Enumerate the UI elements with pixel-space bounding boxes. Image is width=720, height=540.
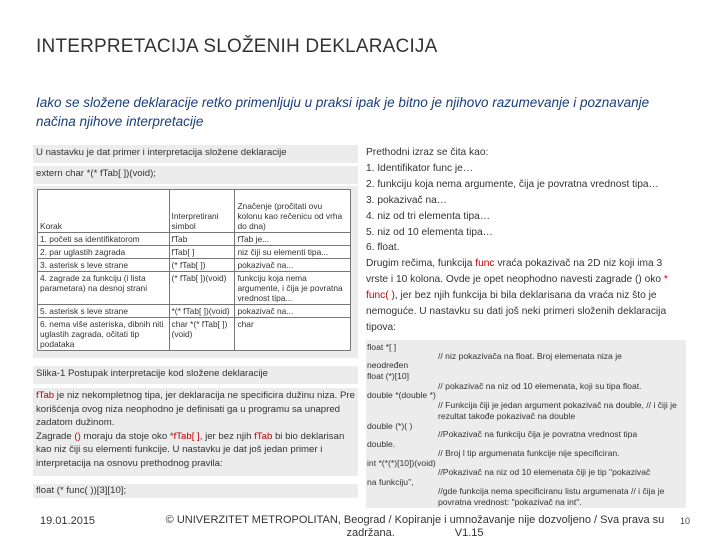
table-row bbox=[38, 305, 351, 318]
reading-explanation bbox=[366, 145, 686, 336]
table-cell: *(* fTab[ ])(void) bbox=[169, 305, 235, 318]
explanation-text: je niz nekompletnog tipa, jer deklaracija ne specificira dužinu niza. Pre korišćenja ovog niza neophodno je definisati ga u programu sa unapred zadatom dužinom. bbox=[36, 390, 355, 429]
reading-step: 2. funkciju koja nema argumente, čija je povratna vrednost tipa… bbox=[366, 178, 659, 190]
table-cell: fTab je... bbox=[235, 233, 351, 246]
code-declaration: na funkciju", bbox=[367, 477, 414, 487]
footer-version: V1.15 bbox=[454, 527, 484, 539]
table-cell: (* fTab[ ])(void) bbox=[169, 272, 235, 305]
code-term: fTab bbox=[36, 390, 55, 401]
table-cell: funkciju koja nema argumente, i čija je povratna vrednost tipa... bbox=[235, 272, 351, 305]
code-declaration: double. bbox=[367, 439, 396, 449]
table-header-cell: Interpretirani simbol bbox=[169, 190, 235, 233]
left-intro-line: U nastavku je dat primer i interpretacija složene deklaracije bbox=[33, 145, 358, 163]
reading-step: 5. niz od 10 elementa tipa… bbox=[366, 226, 493, 238]
explanation-paragraph bbox=[33, 388, 358, 476]
code-term: *fTab[ ] bbox=[169, 430, 200, 442]
page-number: 10 bbox=[680, 516, 691, 526]
code-declaration: float (*)[10] bbox=[367, 371, 410, 381]
table-cell: 4. zagrade za funkciju (i lista parametara) na desnoj strani bbox=[38, 272, 170, 305]
footer-rights: zadržana. bbox=[346, 527, 395, 539]
table-caption: Slika-1 Postupak interpretacije kod složene deklaracije bbox=[33, 366, 358, 384]
explanation-text: moraju da stoje oko bbox=[80, 430, 170, 442]
summary-text: vraća pokazivač na 2D niz koji ima 3 vrste i 10 kolona. Ovde je opet neophodno navesti zagrade () oko bbox=[366, 258, 664, 286]
table-cell: pokazivač na... bbox=[235, 259, 351, 272]
reading-step: 1. Identifikator func je… bbox=[366, 162, 474, 174]
code-declaration: double (*)( ) bbox=[367, 421, 413, 431]
code-term: () bbox=[74, 430, 81, 442]
reading-heading: Prethodni izraz se čita kao: bbox=[366, 147, 489, 158]
code-comment: // pokazivač na niz od 10 elemenata, koji su tipa float. bbox=[438, 381, 642, 391]
table-cell: fTab bbox=[169, 233, 235, 246]
reading-summary bbox=[366, 256, 686, 336]
table-cell: 5. asterisk s leve strane bbox=[38, 305, 170, 318]
explanation-text: , jer bez njih bbox=[199, 430, 255, 442]
code-term: func bbox=[475, 258, 495, 270]
footer-line: © UNIVERZITET METROPOLITAN, Beograd / Kopiranje i umnožavanje nije dozvoljeno / Sva prava su bbox=[165, 514, 665, 526]
table-cell: fTab[ ] bbox=[169, 246, 235, 259]
code-declaration: neodređen bbox=[367, 360, 409, 370]
reading-step: 6. float. bbox=[366, 242, 400, 254]
footer-copyright bbox=[150, 514, 680, 540]
page-title: INTERPRETACIJA SLOŽENIH DEKLARACIJA bbox=[36, 36, 438, 57]
table-cell: 1. početi sa identifikatorom bbox=[38, 233, 170, 246]
intro-paragraph: Iako se složene deklaracije retko primenljuju u praksi ipak je bitno je njihovo razumevanje i poznavanje načina njihove interpretacije bbox=[36, 95, 650, 129]
reading-step: 4. niz od tri elementa tipa… bbox=[366, 210, 491, 222]
table-row bbox=[38, 233, 351, 246]
code-comment: //gde funkcija nema specificiranu listu argumenata // i čija je povratna vrednost: "pokazivač na int". bbox=[438, 486, 665, 507]
summary-text: , jer bez njih funkcija bi bila deklarisana da vraća niz što je nemoguće. U nastavku su dati još neki primeri složenih deklaracija tipova: bbox=[366, 290, 667, 333]
footer-line bbox=[150, 527, 680, 540]
table-cell: 3. asterisk s leve strane bbox=[38, 259, 170, 272]
table-header-row bbox=[38, 190, 351, 233]
code-term: * func( ) bbox=[366, 274, 668, 302]
second-example-declaration: float (* func( ))[3][10]; bbox=[33, 484, 358, 498]
table-cell: char *(* fTab[ ])(void) bbox=[169, 318, 235, 351]
table-cell: niz čiji su elementi tipa... bbox=[235, 246, 351, 259]
table-header-cell: Korak bbox=[38, 190, 170, 233]
table-cell: (* fTab[ ]) bbox=[169, 259, 235, 272]
code-term: fTab bbox=[254, 430, 273, 442]
table-cell: pokazivač na... bbox=[235, 305, 351, 318]
code-comment: // niz pokazivača na float. Broj elemenata niza je bbox=[438, 351, 622, 361]
table-row bbox=[38, 318, 351, 351]
explanation-text: bi bio deklarisan kao niz čiji su elementi funkcije. U nastavku je dat još jedan primer i interpretacija na osnovu prethodnog pravila: bbox=[36, 430, 345, 469]
table-cell: char bbox=[235, 318, 351, 351]
code-comment: // Funkcija čiji je jedan argument pokazivač na double, // i čiji je rezultat takođe pokazivač na double bbox=[438, 400, 677, 421]
code-comment: //Pokazivač na niz od 10 elemenata čiji je tip "pokazivač bbox=[438, 467, 651, 477]
footer-date: 19.01.2015 bbox=[40, 515, 96, 527]
table-row bbox=[38, 259, 351, 272]
table-row bbox=[38, 272, 351, 305]
table-cell: 6. nema više asteriska, dibnih niti uglastih zagrada, očitati tip podataka bbox=[38, 318, 170, 351]
declaration-examples-panel bbox=[366, 340, 686, 508]
example-declaration: extern char *(* fTab[ ])(void); bbox=[33, 166, 358, 184]
table-header-cell: Značenje (pročitati ovu kolonu kao rečenicu od vrha do dna) bbox=[235, 190, 351, 233]
explanation-text: Zagrade bbox=[36, 430, 75, 442]
code-comment: // Broj l tip argumenata funkcije nije specificiran. bbox=[438, 448, 620, 458]
code-declaration: double *(double *) bbox=[367, 390, 436, 400]
interpretation-table bbox=[37, 189, 351, 351]
interpretation-table-panel bbox=[33, 186, 358, 358]
code-comment: //Pokazivač na funkciju čija je povratna vrednost tipa bbox=[438, 429, 638, 439]
table-row bbox=[38, 246, 351, 259]
code-declaration: float *[ ] bbox=[367, 342, 397, 352]
reading-step: 3. pokazivač na… bbox=[366, 194, 447, 206]
summary-text: Drugim rečima, funkcija bbox=[366, 258, 476, 270]
code-declaration: int *(*(*)[10])(void) bbox=[367, 458, 436, 468]
table-cell: 2. par uglastih zagrada bbox=[38, 246, 170, 259]
